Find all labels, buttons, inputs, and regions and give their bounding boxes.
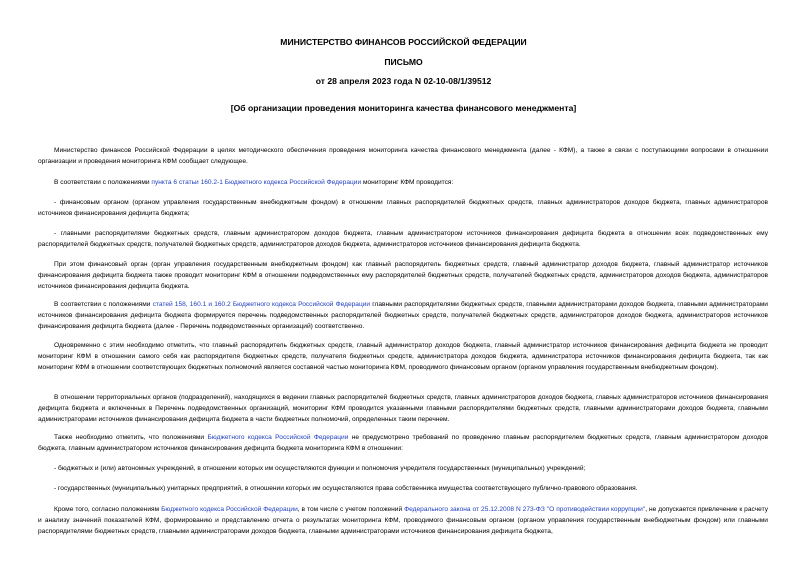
law-link-273-fz[interactable]: Федерального закона от 25.12.2008 N 273-ФЗ "О противодействии коррупции" xyxy=(404,506,646,513)
paragraph-territorial-bodies: В отношении территориальных органов (подразделений), находящихся в ведении главных распорядителей бюджетных средств, главных администраторов доходов бюджета, главных администраторов источников финансирования дефицита бюджета и включенных в Перечень подведомственных организаций, мониторинг КФМ проводится указанными главными распорядителями бюджетных средств, главными администраторами доходов бюджета, главными администраторами источников финансирования дефицита бюджета в части бюджетных полномочий, определенных таким перечнем. xyxy=(38,394,768,423)
paragraph-financial-body-note: При этом финансовый орган (орган управления государственным внебюджетным фондом) как главный распорядитель бюджетных средств, главный администратор доходов бюджета, главный администратор источников финансирования дефицита бюджета также проводит мониторинг КФМ в отношении подведомственных ему распорядителей бюджетных средств, получателей бюджетных средств, администраторов доходов бюджета, администраторов источников финансирования дефицита бюджета. xyxy=(38,261,768,290)
paragraph-text: , не допускается привлечение к расчету и анализу значений показателей КФМ, формированию и представлению отчета о результатах мониторинга КФМ, проводимого финансовым органом (органом управления государственным внебюджетным фондом) или главными распорядителями бюджетных средств, главными администраторами доходов бюджета, главными администраторами источников финансирования дефицита бюджета, xyxy=(38,506,769,535)
paragraph-self-monitoring: Одновременно с этим необходимо отметить, что главный распорядитель бюджетных средств, главный администратор доходов бюджета, главный администратор источников финансирования дефицита бюджета не проводит мониторинг КФМ в отношении самого себя как распорядителя бюджетных средств, получателя бюджетных средств, администратора доходов бюджета, администратора источников финансирования дефицита бюджета, так как мониторинг КФМ в отношении соответствующих бюджетных полномочий является составной частью мониторинга КФМ, проводимого финансовым органом (органом управления государственным внебюджетным фондом). xyxy=(38,342,768,371)
paragraph-intro: Министерство финансов Российской Федерации в целях методического обеспечения проведения мониторинга качества финансового менеджмента (далее - КФМ), а также в связи с поступающими вопросами в отношении организации и проведения мониторинга КФМ сообщает следующее. xyxy=(38,147,768,165)
law-link-articles-158-160[interactable]: статей 158, 160.1 и 160.2 Бюджетного кодекса Российской Федерации xyxy=(152,301,371,308)
document-type: ПИСЬМО xyxy=(384,57,423,67)
paragraph-text: мониторинг КФМ проводится: xyxy=(361,179,454,186)
paragraph-no-requirements xyxy=(38,432,768,454)
paragraph-item-chief-managers: - главными распорядителями бюджетных средств, главным администратором доходов бюджета, главным администратором источников финансирования дефицита бюджета в отношении всех подведомственных ему распорядителей бюджетных средств, получателей бюджетных средств, администраторов доходов бюджета, администраторов источников финансирования дефицита бюджета. xyxy=(38,230,768,248)
document-date-number: от 28 апреля 2023 года N 02-10-08/1/39512 xyxy=(315,76,492,86)
paragraph-text: не предусмотрено требований по проведению главным распорядителем бюджетных средств, главным администратором доходов бюджета, главным администратором источников финансирования дефицита бюджета мониторинга КФМ в отношении: xyxy=(38,434,768,452)
law-link-budget-code[interactable]: Бюджетного кодекса Российской Федерации xyxy=(207,434,349,441)
paragraph-text: Кроме того, согласно положениям xyxy=(54,506,162,513)
ministry-title: МИНИСТЕРСТВО ФИНАНСОВ РОССИЙСКОЙ ФЕДЕРАЦИИ xyxy=(280,37,527,47)
paragraph-legal-basis xyxy=(38,177,768,188)
document-subject: [Об организации проведения мониторинга качества финансового менеджмента] xyxy=(230,103,577,113)
paragraph-item-financial-body: - финансовым органом (органом управления государственным внебюджетным фондом) в отношении главных распорядителей бюджетных средств, главных администраторов доходов бюджета, главных администраторов источников финансирования дефицита бюджета; xyxy=(38,199,768,217)
paragraph-text: В соответствии с положениями xyxy=(54,179,152,186)
law-link-budget-code-2[interactable]: Бюджетного кодекса Российской Федерации xyxy=(161,506,298,513)
paragraph-anticorruption xyxy=(38,504,768,537)
paragraph-text: Также необходимо отметить, что положениями xyxy=(54,434,208,441)
paragraph-text: В соответствии с положениями xyxy=(54,301,153,308)
paragraph-text: главными распорядителями бюджетных средств, главными администраторами доходов бюджета, главными администраторами источников финансирования дефицита бюджета формируется перечень подведомственных распорядителей бюджетных средств, получателей бюджетных средств, администраторов доходов бюджета, администраторов источников финансирования дефицита бюджета (далее - Перечень подведомственных организаций) соответственно. xyxy=(38,301,768,330)
paragraph-item-institutions: - бюджетных и (или) автономных учреждений, в отношении которых им осуществляются функции и полномочия учредителя государственных (муниципальных) учреждений; xyxy=(54,465,586,472)
law-link-article-160-2-1[interactable]: пункта 6 статьи 160.2-1 Бюджетного кодекса Российской Федерации xyxy=(151,179,362,186)
paragraph-subordinate-list xyxy=(38,299,768,332)
paragraph-text: , в том числе с учетом положений xyxy=(297,506,405,513)
paragraph-item-enterprises: - государственных (муниципальных) унитарных предприятий, в отношении которых им осуществляются права собственника имущества соответствующего публично-правового образования. xyxy=(54,485,638,492)
